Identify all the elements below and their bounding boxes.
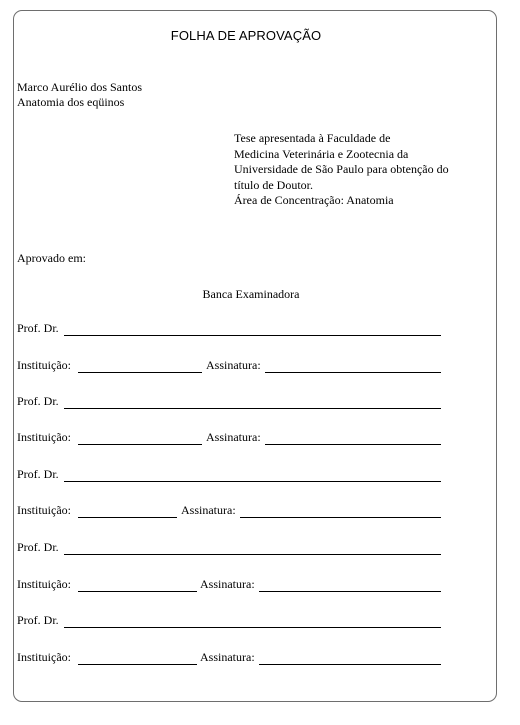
thesis-statement: [234, 131, 474, 209]
thesis-line: Tese apresentada à Faculdade de: [234, 131, 391, 145]
signature-line[interactable]: [259, 591, 441, 592]
signature-label: Assinatura:: [206, 430, 261, 444]
signature-line[interactable]: [240, 517, 441, 518]
signature-label: Assinatura:: [200, 650, 255, 664]
signature-label: Assinatura:: [200, 577, 255, 591]
thesis-line: Medicina Veterinária e Zootecnia da: [234, 146, 409, 161]
work-title: Anatomia dos eqüinos: [17, 95, 125, 109]
institution-line[interactable]: [78, 664, 197, 665]
professor-name-line[interactable]: [64, 335, 441, 336]
thesis-line: Área de Concentração: Anatomia: [234, 193, 394, 207]
institution-label: Instituição:: [17, 358, 71, 372]
professor-name-line[interactable]: [64, 554, 441, 555]
professor-label: Prof. Dr.: [17, 467, 59, 481]
author-block: [17, 80, 142, 110]
professor-label: Prof. Dr.: [17, 394, 59, 408]
institution-line[interactable]: [78, 517, 177, 518]
signature-label: Assinatura:: [206, 358, 261, 372]
signature-label: Assinatura:: [181, 503, 236, 517]
professor-name-line[interactable]: [64, 627, 441, 628]
thesis-line: Universidade de São Paulo para obtenção do: [234, 162, 449, 176]
institution-label: Instituição:: [17, 577, 71, 591]
page-frame: [13, 10, 497, 702]
institution-line[interactable]: [78, 444, 202, 445]
author-name: Marco Aurélio dos Santos: [17, 80, 142, 94]
approved-date-label: Aprovado em:: [17, 251, 86, 265]
board-heading: Banca Examinadora: [202, 287, 300, 301]
institution-label: Instituição:: [17, 650, 71, 664]
institution-line[interactable]: [78, 372, 202, 373]
professor-name-line[interactable]: [64, 408, 441, 409]
professor-name-line[interactable]: [64, 481, 441, 482]
signature-line[interactable]: [265, 372, 441, 373]
institution-line[interactable]: [78, 591, 197, 592]
signature-line[interactable]: [265, 444, 441, 445]
professor-label: Prof. Dr.: [17, 540, 59, 554]
institution-label: Instituição:: [17, 430, 71, 444]
institution-label: Instituição:: [17, 503, 71, 517]
thesis-line: título de Doutor.: [234, 177, 313, 192]
professor-label: Prof. Dr.: [17, 321, 59, 335]
signature-line[interactable]: [259, 664, 441, 665]
page-title: FOLHA DE APROVAÇÃO: [170, 28, 322, 43]
professor-label: Prof. Dr.: [17, 613, 59, 627]
